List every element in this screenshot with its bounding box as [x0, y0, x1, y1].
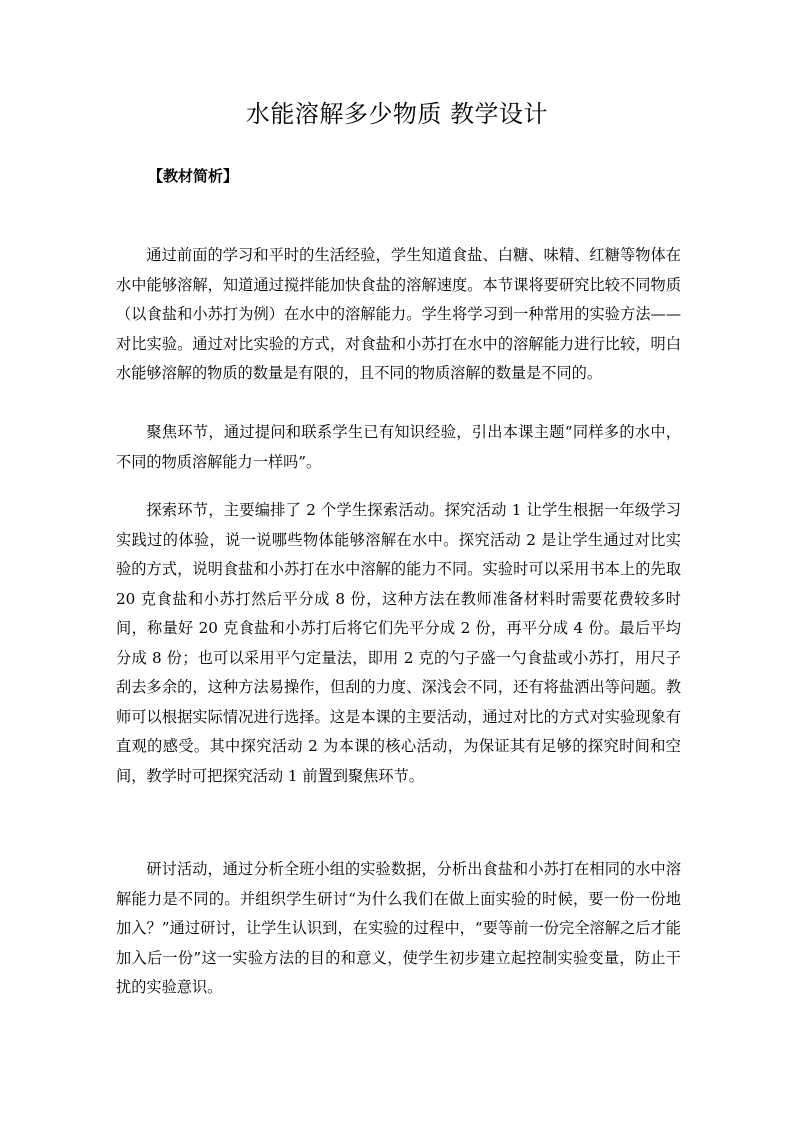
section-heading: 【教材简析】 — [148, 167, 239, 185]
paragraph-4: 研讨活动，通过分析全班小组的实验数据，分析出食盐和小苏打在相同的水中溶解能力是不同的。并组织学生研讨“为什么我们在做上面实验的时候，要一份一份地加入？”通过研讨，让学生认识到，在实验的过程中，“要等前一份完全溶解之后才能加入后一份”这一实验方法的目的和意义，使学生初步建立起控制实验变量，防止干扰的实验意识。 — [116, 860, 681, 996]
paragraph-2: 聚焦环节，通过提问和联系学生已有知识经验，引出本课主题“同样多的水中，不同的物质溶解能力一样吗”。 — [116, 423, 681, 471]
paragraph-3: 探索环节，主要编排了 2 个学生探索活动。探究活动 1 让学生根据一年级学习实践过的体验，说一说哪些物体能够溶解在水中。探究活动 2 是让学生通过对比实验的方式，说明食盐和小苏打在水中溶解的能力不同。实验时可以采用书本上的先取 20 克食盐和小苏打然后平分成 8 份，这种方法在教师准备材料时需要花费较多时间，称量好 20 克食盐和小苏打后将它们先平分成 2 份，再平分成 4 份。最后平均分成 8 份；也可以采用平勺定量法，即用 2 克的勺子盛一勺食盐或小苏打，用尺子刮去多余的，这种方法易操作，但刮的力度、深浅会不同，还有将盐洒出等问题。教师可以根据实际情况进行选择。这是本课的主要活动，通过对比的方式对实验现象有直观的感受。其中探究活动 2 为本课的核心活动，为保证其有足够的探究时间和空间，教学时可把探究活动 1 前置到聚焦环节。 — [116, 501, 681, 785]
page-title: 水能溶解多少物质 教学设计 — [245, 100, 549, 128]
paragraph-1: 通过前面的学习和平时的生活经验，学生知道食盐、白糖、味精、红糖等物体在水中能够溶解，知道通过搅拌能加快食盐的溶解速度。本节课将要研究比较不同物质（以食盐和小苏打为例）在水中的溶解能力。学生将学习到一种常用的实验方法——对比实验。通过对比实验的方式，对食盐和小苏打在水中的溶解能力进行比较，明白水能够溶解的物质的数量是有限的，且不同的物质溶解的数量是不同的。 — [116, 246, 681, 382]
